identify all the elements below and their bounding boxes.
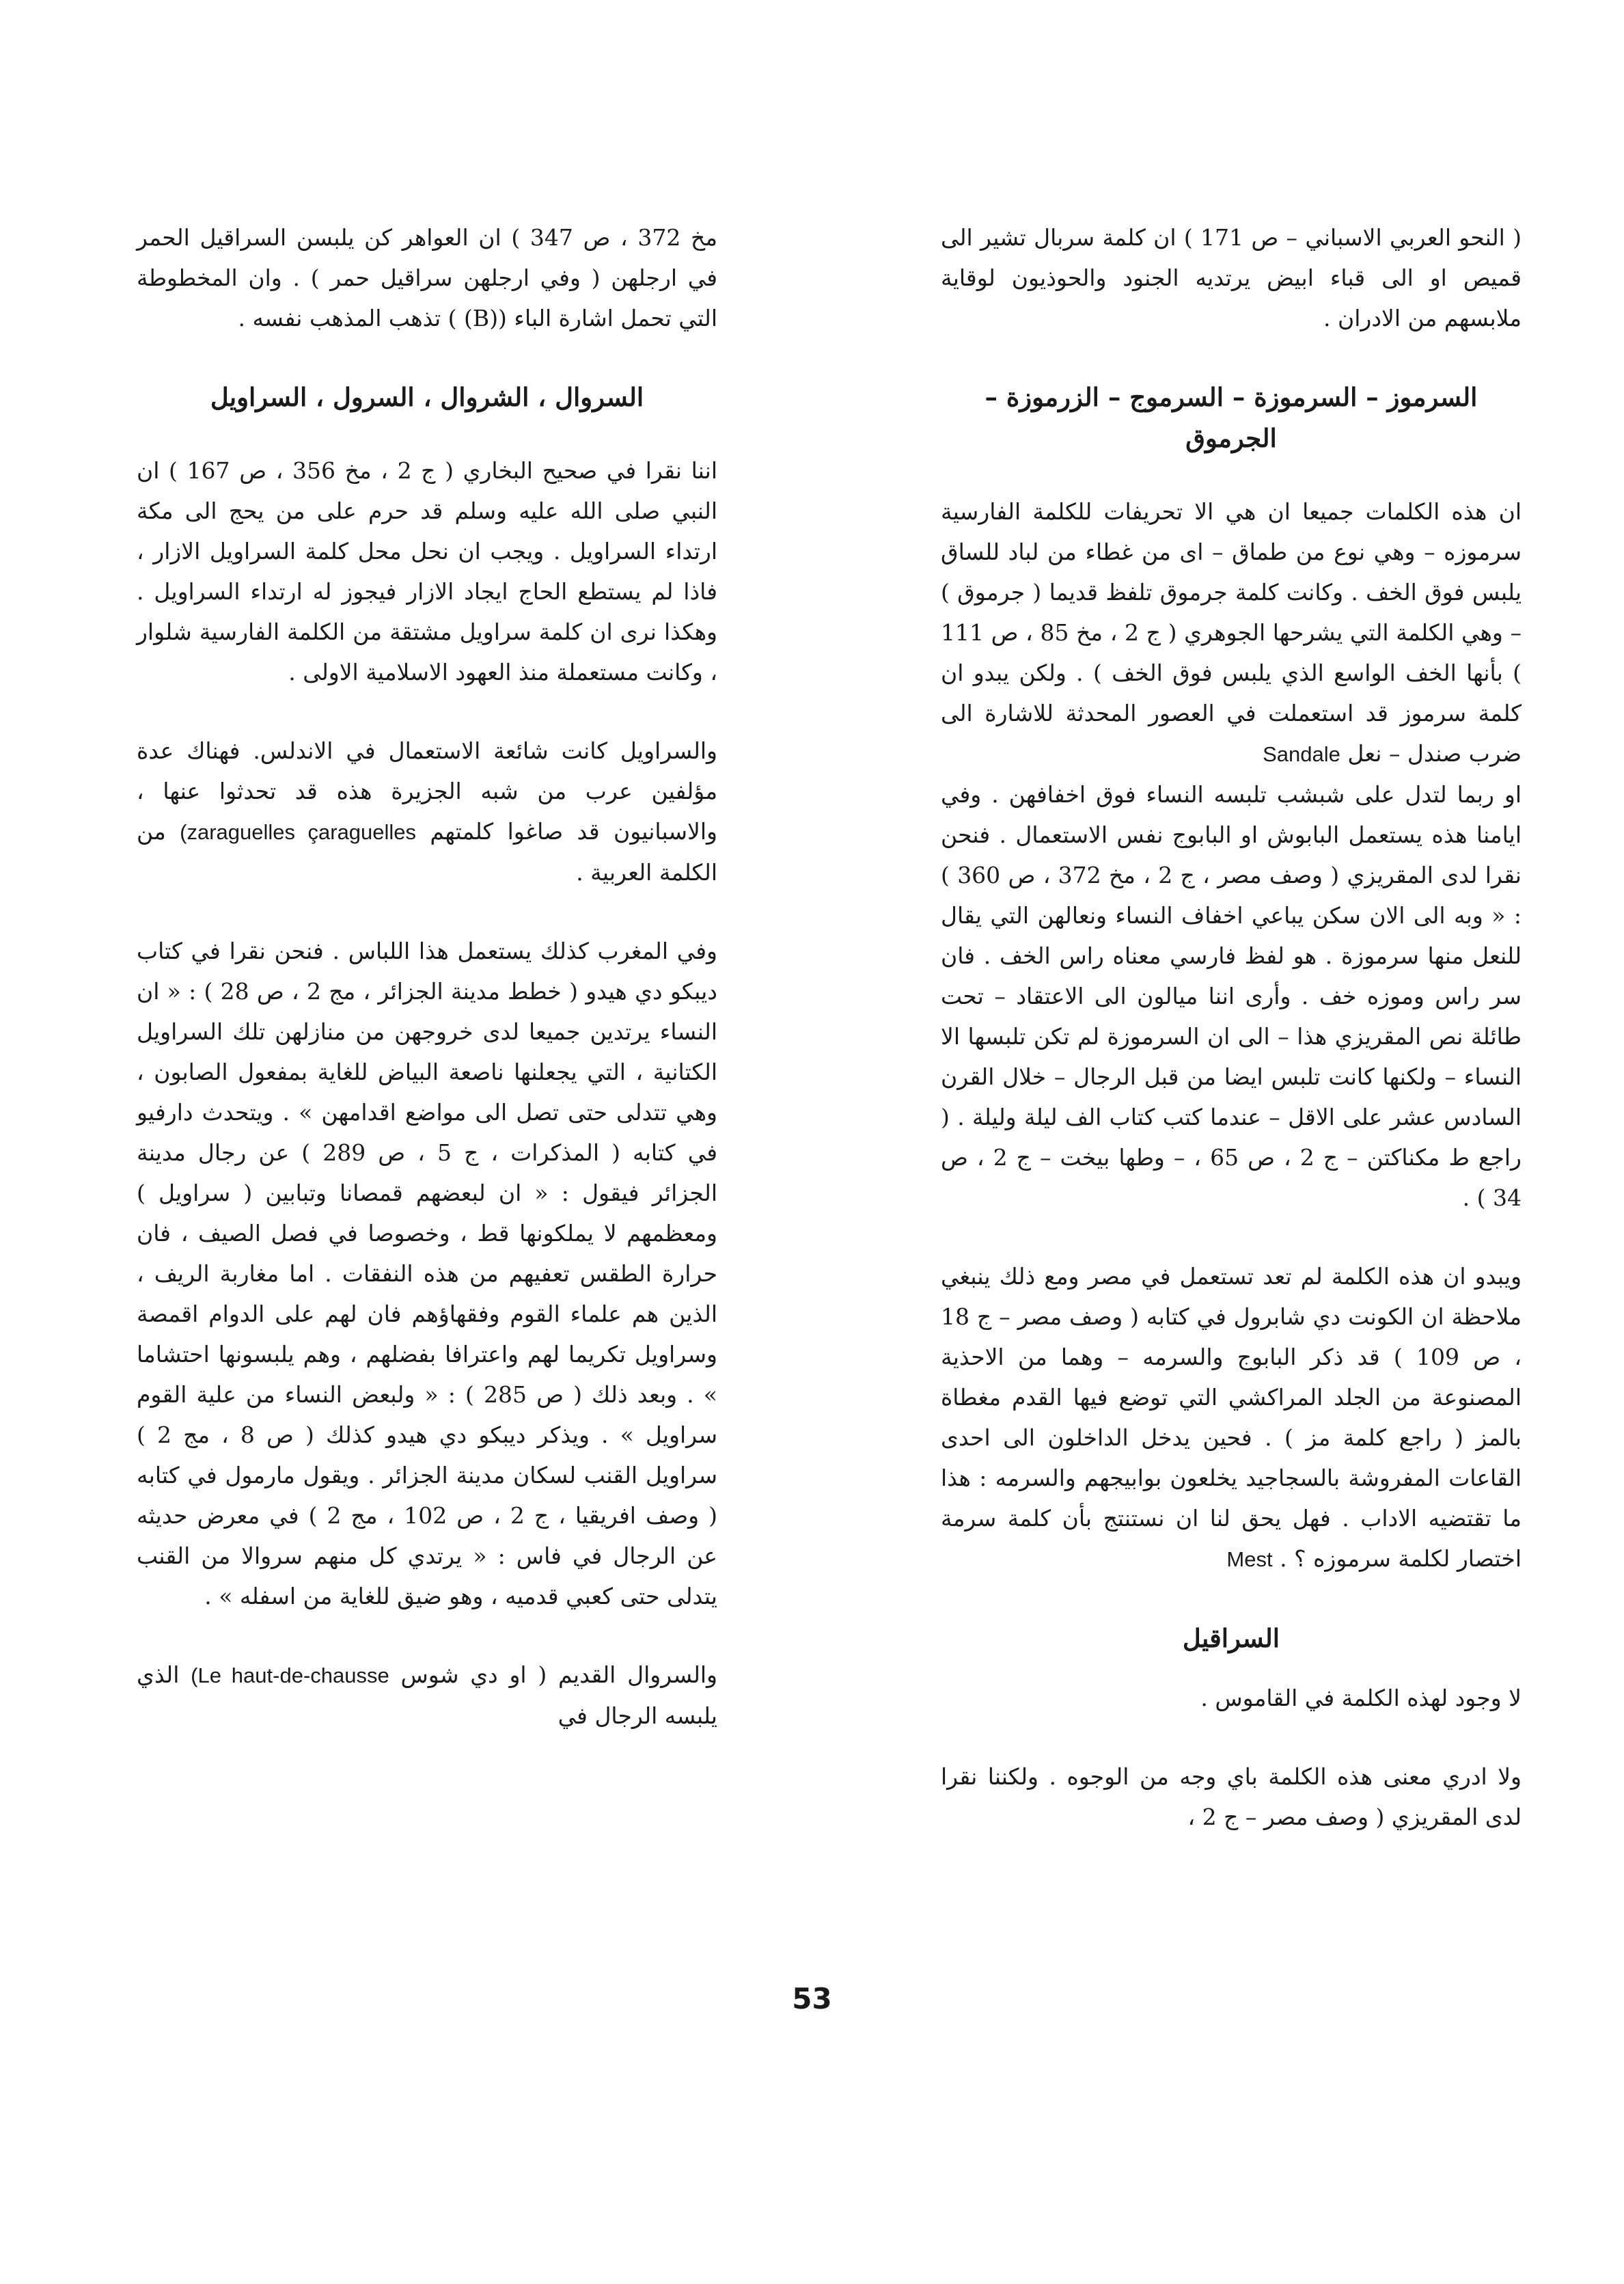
section-heading: السروال ، الشروال ، السرول ، السراويل (210, 382, 644, 412)
paragraph: ( النحو العربي الاسباني – ص 171 ) ان كلمة سربال تشير الى قميص او الى قباء ابيض يرتديه الجنود والحوذيون لوقاية ملابسهم من الادران . (941, 224, 1522, 331)
paragraph: مخ 372 ، ص 347 ) ان العواهر كن يلبسن السراقيل الحمر في ارجلهن ( وفي ارجلهن سراقيل حمر ) . وان المخطوطة التي تحمل اشارة الباء ((B) ) تذهب المذهب نفسه . (137, 224, 717, 331)
paragraph: وفي المغرب كذلك يستعمل هذا اللباس . فنحن نقرا في كتاب ديبكو دي هيدو ( خطط مدينة الجزائر ، مج 2 ، ص 28 ) : « ان النساء يرتدين جميعا لدى خروجهن من منازلهن تلك السراويل الكتانية ، التي يجعلنها ناصعة البياض للغاية بمفعول الصابون ، وهي تتدلى حتى تصل الى مواضع اقدامهن » . ويتحدث دارفيو في كتابه ( المذكرات ، ج 5 ، ص 289 ) عن رجال مدينة الجزائر فيقول : « ان لبعضهم قمصانا وتبابين ( سراويل ) ومعظمهم لا يملكونها قط ، وخصوصا في فصل الصيف ، فان حرارة الطقس تعفيهم من هذه النفقات . اما مغاربة الريف ، الذين هم علماء القوم وفقهاؤهم فان لهم على الدوام اقمصة وسراويل تكريما لهم واعترافا بفضلهم ، وهم يلبسونها احتشاما » . وبعد ذلك ( ص 285 ) : « ولبعض النساء من علية القوم سراويل » . ويذكر ديبكو دي هيدو كذلك ( ص 8 ، مج 2 ) سراويل القنب لسكان مدينة الجزائر . ويقول مارمول في كتابه ( وصف افريقيا ، ج 2 ، ص 102 ، مج 2 ) في معرض حديثه عن الرجال في فاس : « يرتدي كل منهم سروالا من القنب يتدلى حتى كعبي قدميه ، وهو ضيق للغاية من اسفله » . (137, 938, 718, 1609)
paragraph-text: ان هذه الكلمات جميعا ان هي الا تحريفات للكلمة الفارسية سرموزه – وهي نوع من طماق – اى من غطاء من لباد للساق يلبس فوق الخف . وكانت كلمة جرموق تلفظ قديما ( جرموق ) – وهي الكلمة التي يشرحها الجوهري ( ج 2 ، مخ 85 ، ص 111 ) بأنها الخف الواسع الذي يلبس فوق الخف ) . ولكن يبدو ان كلمة سرموز قد استعملت في العصور المحدثة للاشارة الى ضرب صندل – نعل (941, 498, 1522, 767)
left-column (137, 217, 717, 1774)
paragraph-text: من الكلمة العربية . (137, 818, 717, 886)
foreign-term: Sandale (1263, 742, 1340, 766)
paragraph-text: والسروال القديم ( او دي شوس (400, 1661, 717, 1688)
foreign-term: (zaraguelles çaraguelles (180, 820, 417, 844)
paragraph: ولا ادري معنى هذه الكلمة باي وجه من الوجوه . ولكننا نقرا لدى المقريزي ( وصف مصر – ج 2 ، (941, 1763, 1522, 1830)
paragraph (941, 1256, 1522, 1579)
foreign-term: (Le haut-de-chausse (191, 1663, 389, 1687)
paragraph (941, 491, 1522, 774)
paragraph: او ربما لتدل على شبشب تلبسه النساء فوق اخفافهن . وفي ايامنا هذه يستعمل البابوش او البابوج نفس الاستعمال . فنحن نقرا لدى المقريزي ( وصف مصر ، ج 2 ، مخ 372 ، ص 360 ) : « وبه الى الان سكن يباعي اخفاف النساء ونعالهن التي يقال للنعل منها سرموزة . هو لفظ فارسي معناه راس الخف . فان سر راس وموزه خف . وأرى اننا ميالون الى الاعتقاد – تحت طائلة نص المقريزي هذا – الى ان السرموزة لم تكن تلبسها الا النساء – ولكنها كانت تلبس ايضا من قبل الرجال – خلال القرن السادس عشر على الاقل – عندما كتب كتاب الف ليلة وليلة . ( راجع ط مكناكتن – ج 2 ، ص 65 ، – وطها بيخت – ج 2 ، ص 34 ) . (941, 781, 1522, 1211)
paragraph (137, 1655, 717, 1736)
paragraph: اننا نقرا في صحيح البخاري ( ج 2 ، مخ 356 ، ص 167 ) ان النبي صلى الله عليه وسلم قد حرم على من يحج الى مكة ارتداء السراويل . ويجب ان نحل محل كلمة السراويل الازار ، فاذا لم يستطع الحاج ايجاد الازار فيجوز له ارتداء السراويل . وهكذا نرى ان كلمة سراويل مشتقة من الكلمة الفارسية شلوار ، وكانت مستعملة منذ العهود الاسلامية الاولى . (137, 457, 717, 685)
right-column (941, 217, 1522, 1875)
page-number: 53 (792, 1982, 832, 2015)
paragraph (137, 731, 717, 893)
section-heading: السراقيل (1182, 1623, 1280, 1653)
paragraph-text: الذي يلبسه الرجال في (137, 1661, 717, 1729)
section-heading: السرموز – السرموزة – السرموج – الزرموزة – الجرموق (985, 382, 1478, 453)
paragraph: لا وجود لهذه الكلمة في القاموس . (1200, 1685, 1522, 1711)
paragraph-text: والسراويل كانت شائعة الاستعمال في الاندلس. فهناك عدة مؤلفين عرب من شبه الجزيرة هذه قد تحدثوا عنها ، والاسبانيون قد صاغوا كلمتهم (137, 737, 717, 845)
foreign-term: Mest (1226, 1547, 1273, 1571)
paragraph-text: ويبدو ان هذه الكلمة لم تعد تستعمل في مصر ومع ذلك ينبغي ملاحظة ان الكونت دي شابرول في كتابه ( وصف مصر – ج 18 ، ص 109 ) قد ذكر البابوج والسرمه – وهما من الاحذية المصنوعة من الجلد المراكشي التي توضع فيها القدم مغطاة بالمز ( راجع كلمة مز ) . فحين يدخل الداخلون الى احدى القاعات المفروشة بالسجاجيد يخلعون بوابيجهم والسرمه : هذا ما تقتضيه الاداب . فهل يحق لنا ان نستنتج بأن كلمة سرمة اختصار لكلمة سرموزه ؟ . (941, 1263, 1522, 1572)
